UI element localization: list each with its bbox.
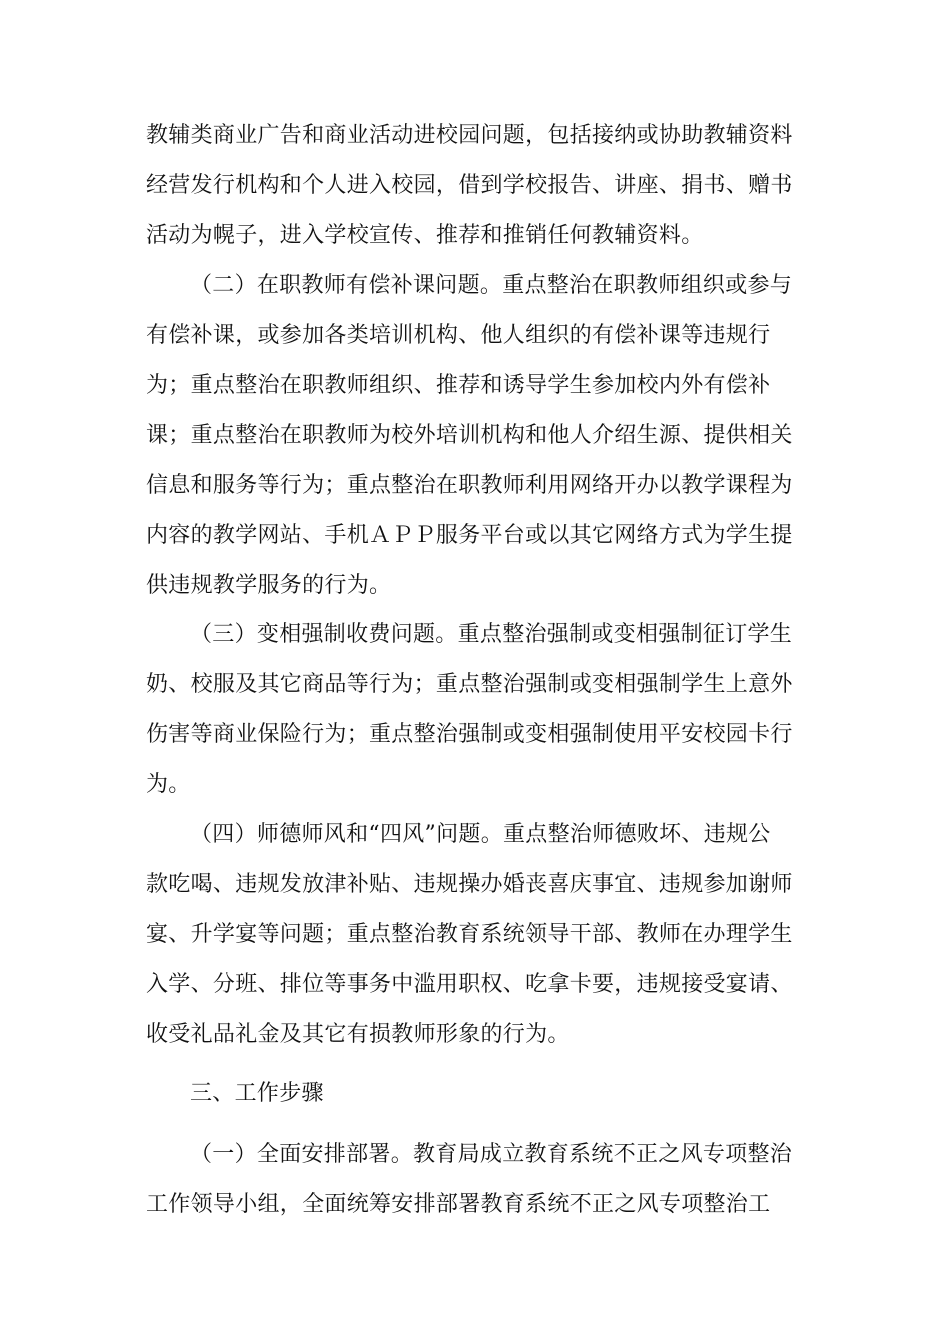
text-line: 为；重点整治在职教师组织、推荐和诱导学生参加校内外有偿补 <box>146 373 771 398</box>
text-line: 工作领导小组，全面统筹安排部署教育系统不正之风专项整治工 <box>146 1192 771 1217</box>
text-line: 经营发行机构和个人进入校园，借到学校报告、讲座、捐书、赠书 <box>146 173 793 198</box>
text-line: 教辅类商业广告和商业活动进校园问题，包括接纳或协助教辅资料 <box>146 123 793 148</box>
text-line: （三）变相强制收费问题。重点整治强制或变相强制征订学生 <box>190 622 793 647</box>
text-line: 信息和服务等行为；重点整治在职教师利用网络开办以教学课程为 <box>146 473 793 498</box>
text-line: （二）在职教师有偿补课问题。重点整治在职教师组织或参与 <box>190 273 793 298</box>
text-line: 课；重点整治在职教师为校外培训机构和他人介绍生源、提供相关 <box>146 423 793 448</box>
text-line: 内容的教学网站、手机ＡＰＰ服务平台或以其它网络方式为学生提 <box>146 523 793 548</box>
text-line: 为。 <box>146 772 191 797</box>
text-line: 供违规教学服务的行为。 <box>146 573 392 598</box>
text-line: 入学、分班、排位等事务中滥用职权、吃拿卡要，违规接受宴请、 <box>146 972 793 997</box>
text-line: 活动为幌子，进入学校宣传、推荐和推销任何教辅资料。 <box>146 223 704 248</box>
text-line: （一）全面安排部署。教育局成立教育系统不正之风专项整治 <box>190 1142 793 1167</box>
section-heading: 三、工作步骤 <box>190 1081 324 1106</box>
text-line: （四）师德师风和“四风”问题。重点整治师德败坏、违规公 <box>190 822 771 847</box>
text-line: 有偿补课，或参加各类培训机构、他人组织的有偿补课等违规行 <box>146 323 771 348</box>
text-line: 宴、升学宴等问题；重点整治教育系统领导干部、教师在办理学生 <box>146 922 793 947</box>
text-line: 款吃喝、违规发放津补贴、违规操办婚丧喜庆事宜、违规参加谢师 <box>146 872 793 897</box>
text-line: 伤害等商业保险行为；重点整治强制或变相强制使用平安校园卡行 <box>146 722 793 747</box>
text-line: 收受礼品礼金及其它有损教师形象的行为。 <box>146 1022 570 1047</box>
text-line: 奶、校服及其它商品等行为；重点整治强制或变相强制学生上意外 <box>146 672 793 697</box>
